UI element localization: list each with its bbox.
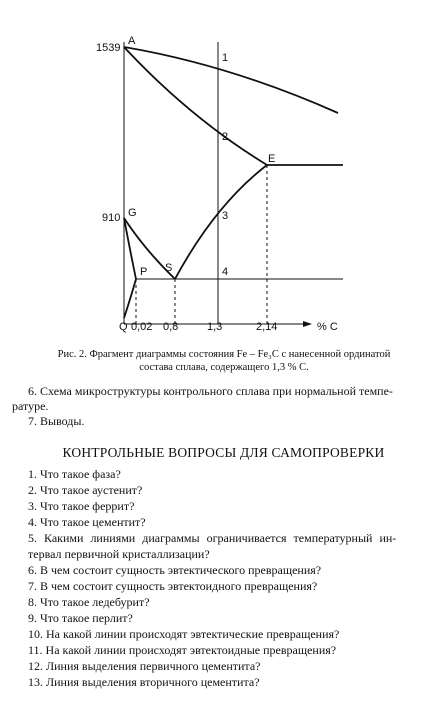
question-9: 9. Что такое перлит?	[28, 611, 133, 625]
solidus-curve-ae	[124, 47, 267, 165]
point-e-label: E	[268, 153, 276, 165]
question-8: 8. Что такое ледебурит?	[28, 595, 150, 609]
curve-pq	[124, 279, 136, 318]
figure-caption-line1: Рис. 2. Фрагмент диаграммы состояния Fe – Fe₃C с нанесенной ординатой	[57, 349, 391, 360]
acm-curve-se	[175, 165, 267, 279]
point-q-label: Q	[119, 321, 128, 333]
marker-3: 3	[222, 210, 229, 222]
temp-910-label: 910	[102, 212, 121, 224]
point-a-label: A	[128, 35, 136, 47]
tick-0-02: 0,02	[131, 321, 153, 333]
figure-caption-line2: состава сплава, содержащего 1,3 % С.	[139, 362, 309, 373]
question-12: 12. Линия выделения первичного цементита?	[28, 659, 261, 673]
question-7: 7. В чем состоит сущность эвтектоидного превращения?	[28, 579, 318, 593]
tick-0-8: 0,8	[163, 321, 179, 333]
item-7: 7. Выводы.	[28, 414, 85, 428]
question-13: 13. Линия выделения вторичного цементита?	[28, 675, 260, 689]
question-3: 3. Что такое феррит?	[28, 499, 135, 513]
point-s-label: S	[165, 262, 173, 274]
x-axis-arrow	[303, 321, 312, 327]
question-2: 2. Что такое аустенит?	[28, 483, 143, 497]
section-title: КОНТРОЛЬНЫЕ ВОПРОСЫ ДЛЯ САМОПРОВЕРКИ	[62, 445, 385, 460]
tick-2-14: 2,14	[256, 321, 278, 333]
question-6: 6. В чем состоит сущность эвтектического превращения?	[28, 563, 322, 577]
item-6-line1: 6. Схема микроструктуры контрольного сплава при нормальной темпе-	[28, 384, 393, 398]
question-11: 11. На какой линии происходят эвтектоидные превращения?	[28, 643, 337, 657]
question-1: 1. Что такое фаза?	[28, 467, 121, 481]
question-5-line1: 5. Какими линиями диаграммы ограничивается температурный ин-	[28, 531, 397, 545]
temp-1539-label: 1539	[96, 42, 121, 54]
phase-diagram	[0, 0, 447, 340]
question-10: 10. На какой линии происходят эвтектические превращения?	[28, 627, 340, 641]
point-g-label: G	[128, 207, 137, 219]
tick-1-3: 1,3	[207, 321, 223, 333]
marker-4: 4	[222, 266, 229, 278]
item-6-line2: ратуре.	[12, 399, 49, 413]
axis-unit-label: % С	[317, 321, 338, 333]
question-4: 4. Что такое цементит?	[28, 515, 146, 529]
point-p-label: P	[140, 266, 148, 278]
marker-1: 1	[222, 52, 229, 64]
marker-2: 2	[222, 131, 229, 143]
question-5-line2: тервал первичной кристаллизации?	[28, 547, 210, 561]
